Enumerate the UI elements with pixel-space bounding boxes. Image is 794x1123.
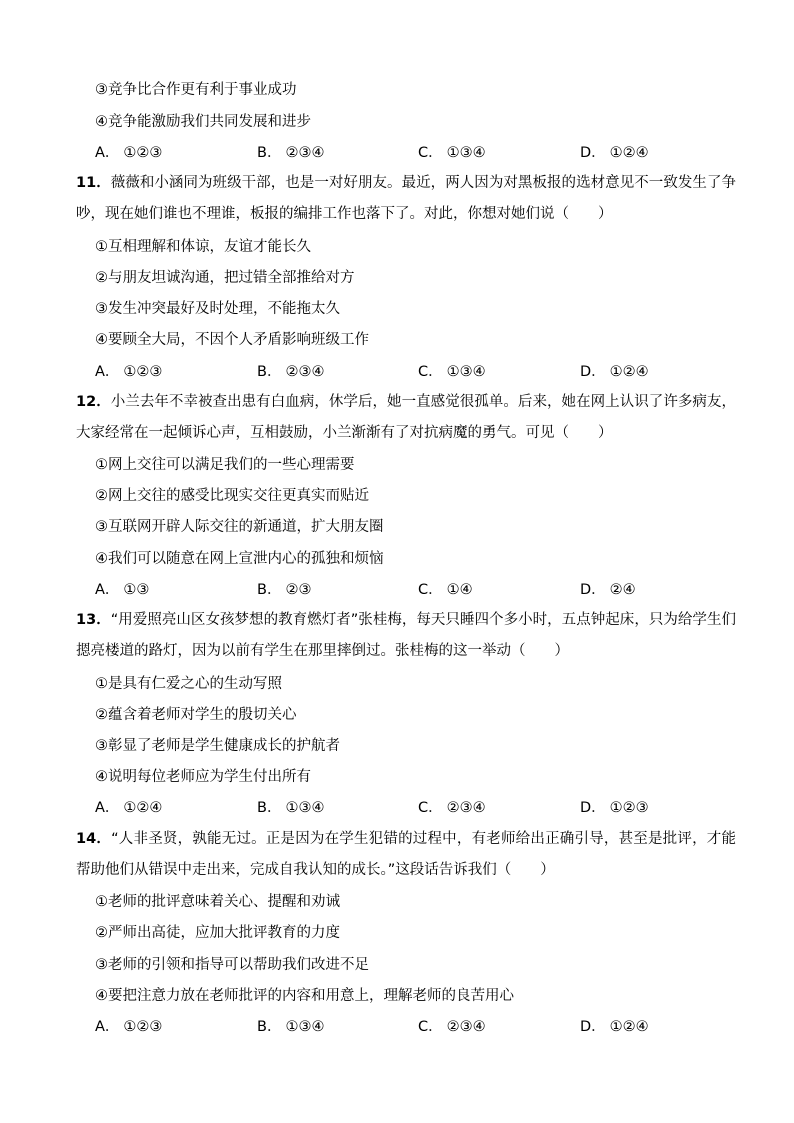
choice-c[interactable]: C． ②③④ [418, 800, 486, 816]
choice-a[interactable]: A． ①②④ [95, 800, 163, 816]
question-stem: 12．小兰去年不幸被查出患有白血病，休学后，她一直感觉很孤单。后来，她在网上认识了许多病友，大家经常在一起倾诉心声，互相鼓励，小兰渐渐有了对抗病魔的勇气。可见（ ） [76, 394, 736, 441]
choice-b[interactable]: B． ②③④ [257, 145, 325, 161]
option-statement: ①互相理解和体谅，友谊才能长久 [95, 239, 311, 255]
option-statement: ④要把注意力放在老师批评的内容和用意上，理解老师的良苦用心 [95, 988, 514, 1004]
answer-choices [95, 580, 755, 600]
choice-b[interactable]: B． ①③④ [257, 1019, 325, 1035]
option-statement: ④我们可以随意在网上宣泄内心的孤独和烦恼 [95, 551, 384, 567]
question-stem: 11．薇薇和小涵同为班级干部，也是一对好朋友。最近，两人因为对黑板报的选材意见不一致发生了争吵，现在她们谁也不理谁，板报的编排工作也落下了。对此，你想对她们说（ ） [76, 175, 736, 222]
option-statement: ③竞争比合作更有利于事业成功 [95, 82, 297, 98]
option-statement: ②与朋友坦诚沟通，把过错全部推给对方 [95, 270, 355, 286]
option-statement: ②蕴含着老师对学生的殷切关心 [95, 707, 297, 723]
choice-d[interactable]: D． ①②④ [580, 1019, 649, 1035]
answer-choices [95, 798, 755, 818]
choice-b[interactable]: B． ①③④ [257, 800, 325, 816]
choice-d[interactable]: D． ②④ [580, 582, 636, 598]
choice-d[interactable]: D． ①②④ [580, 145, 649, 161]
choice-d[interactable]: D． ①②④ [580, 364, 649, 380]
choice-a[interactable]: A． ①③ [95, 582, 150, 598]
choice-b[interactable]: B． ②③ [257, 582, 312, 598]
question-stem: 14．“人非圣贤，孰能无过。正是因为在学生犯错的过程中，有老师给出正确引导，甚至是批评，才能帮助他们从错误中走出来，完成自我认知的成长。”这段话告诉我们（ ） [76, 831, 736, 878]
answer-choices [95, 362, 755, 382]
choice-a[interactable]: A． ①②③ [95, 145, 163, 161]
option-statement: ③互联网开辟人际交往的新通道，扩大朋友圈 [95, 519, 384, 535]
option-statement: ④竞争能激励我们共同发展和进步 [95, 114, 311, 130]
choice-a[interactable]: A． ①②③ [95, 1019, 163, 1035]
option-statement: ③发生冲突最好及时处理，不能拖太久 [95, 301, 340, 317]
option-statement: ②网上交往的感受比现实交往更真实而贴近 [95, 488, 369, 504]
answer-choices [95, 1017, 755, 1037]
choice-a[interactable]: A． ①②③ [95, 364, 163, 380]
option-statement: ②严师出高徒，应加大批评教育的力度 [95, 925, 340, 941]
option-statement: ④要顾全大局，不因个人矛盾影响班级工作 [95, 332, 369, 348]
option-statement: ③彰显了老师是学生健康成长的护航者 [95, 738, 340, 754]
question-stem: 13．“用爱照亮山区女孩梦想的教育燃灯者”张桂梅，每天只睡四个多小时，五点钟起床，只为给学生们摁亮楼道的路灯，因为以前有学生在那里摔倒过。张桂梅的这一举动（ ） [76, 612, 736, 659]
choice-c[interactable]: C． ①③④ [418, 145, 486, 161]
choice-d[interactable]: D． ①②③ [580, 800, 649, 816]
option-statement: ③老师的引领和指导可以帮助我们改进不足 [95, 957, 369, 973]
option-statement: ④说明每位老师应为学生付出所有 [95, 769, 311, 785]
choice-c[interactable]: C． ②③④ [418, 1019, 486, 1035]
choice-c[interactable]: C． ①③④ [418, 364, 486, 380]
option-statement: ①是具有仁爱之心的生动写照 [95, 676, 282, 692]
option-statement: ①网上交往可以满足我们的一些心理需要 [95, 457, 355, 473]
choice-b[interactable]: B． ②③④ [257, 364, 325, 380]
choice-c[interactable]: C． ①④ [418, 582, 473, 598]
option-statement: ①老师的批评意味着关心、提醒和劝诫 [95, 894, 340, 910]
answer-choices [95, 143, 755, 163]
